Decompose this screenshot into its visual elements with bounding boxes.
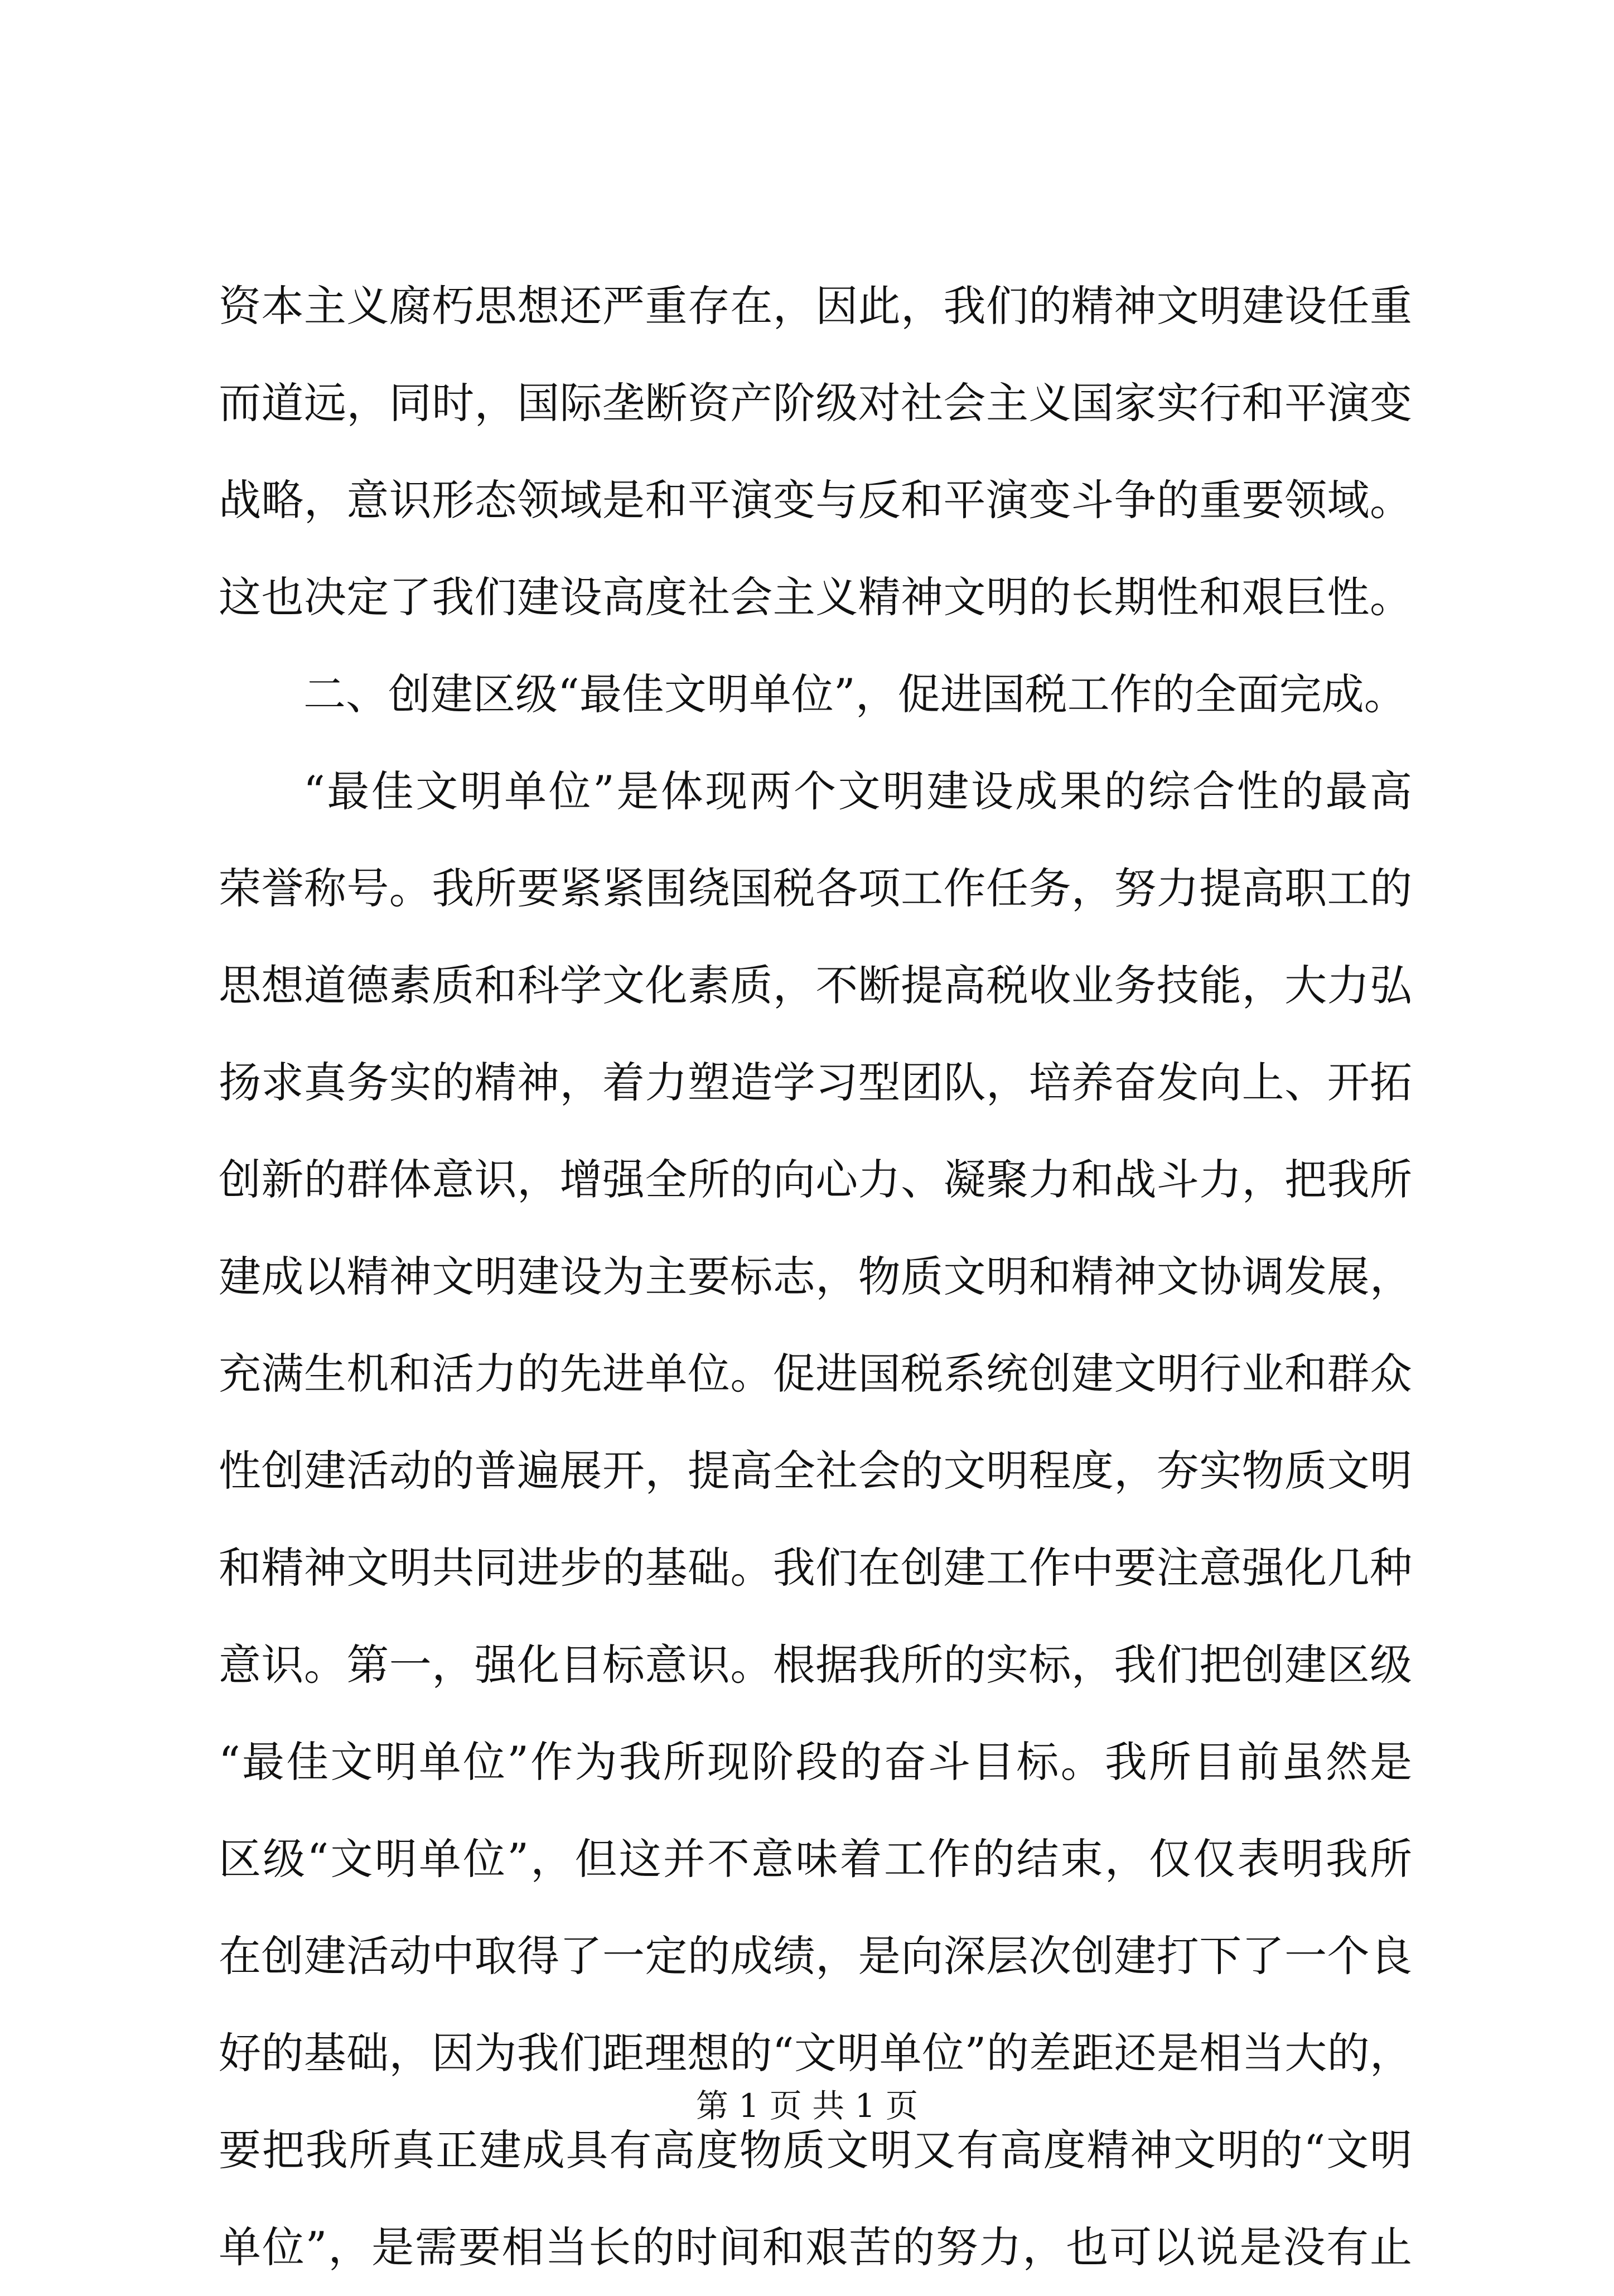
text-line: “最佳文明单位”是体现两个文明建设成果的综合性的最高 [303,766,1412,816]
text-line: 建成以精神文明建设为主要标志，物质文明和精神文协调发展， [219,1252,1412,1301]
text-line: 荣誉称号。我所要紧紧围绕国税各项工作任务，努力提高职工的 [219,864,1412,913]
text-line: 资本主义腐朽思想还严重存在，因此，我们的精神文明建设任重 [219,281,1412,331]
text-line: 这也决定了我们建设高度社会主义精神文明的长期性和艰巨性。 [219,572,1412,622]
text-line: 思想道德素质和科学文化素质，不断提高税收业务技能，大力弘 [219,961,1412,1010]
text-line: 扬求真务实的精神，着力塑造学习型团队，培养奋发向上、开拓 [219,1058,1412,1107]
text-line: 好的基础，因为我们距理想的“文明单位”的差距还是相当大的， [219,2028,1412,2078]
text-line: 要把我所真正建成具有高度物质文明又有高度精神文明的“文明 [219,2125,1412,2175]
text-line: 创新的群体意识，增强全所的向心力、凝聚力和战斗力，把我所 [219,1155,1412,1204]
text-line: 充满生机和活力的先进单位。促进国税系统创建文明行业和群众 [219,1349,1412,1398]
text-line: 单位”，是需要相当长的时间和艰苦的努力，也可以说是没有止 [219,2222,1412,2272]
text-line: 和精神文明共同进步的基础。我们在创建工作中要注意强化几种 [219,1543,1412,1593]
text-line: 而道远，同时，国际垄断资产阶级对社会主义国家实行和平演变 [219,378,1412,428]
section-heading: 二、创建区级“最佳文明单位”，促进国税工作的全面完成。 [303,669,1407,719]
page-number-footer: 第 1 页 共 1 页 [696,2087,918,2125]
text-line: 意识。第一，强化目标意识。根据我所的实标，我们把创建区级 [219,1640,1412,1690]
text-line: 在创建活动中取得了一定的成绩，是向深层次创建打下了一个良 [219,1931,1412,1981]
text-line: 区级“文明单位”，但这并不意味着工作的结束，仅仅表明我所 [219,1834,1412,1884]
text-line: 性创建活动的普遍展开，提高全社会的文明程度，夯实物质文明 [219,1446,1412,1496]
text-line: 战略，意识形态领域是和平演变与反和平演变斗争的重要领域。 [219,475,1412,525]
text-line: “最佳文明单位”作为我所现阶段的奋斗目标。我所目前虽然是 [219,1737,1412,1787]
body-text [219,258,1412,2296]
